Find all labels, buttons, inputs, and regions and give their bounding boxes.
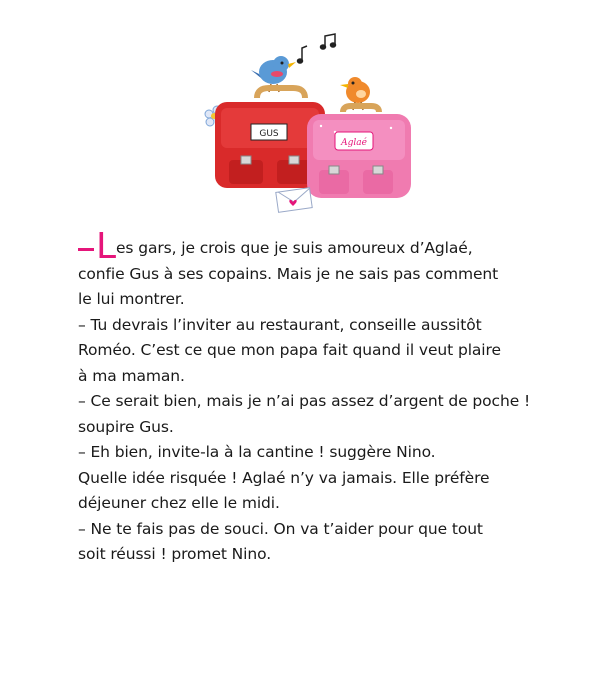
story-line: le lui montrer. (78, 290, 185, 308)
drop-cap: L (96, 225, 116, 267)
schoolbags-illustration (195, 30, 415, 220)
girl-bag-label: Aglaé (341, 138, 367, 148)
boy-bag-label: GUS (259, 129, 279, 139)
music-note-icon (298, 34, 336, 63)
story-line: – Eh bien, invite-la à la cantine ! suggère Nino. (78, 443, 436, 461)
dialogue-dash (78, 248, 94, 251)
story-line: Quelle idée risquée ! Aglaé n’y va jamais. Elle préfère (78, 468, 490, 487)
story-line: confie Gus à ses copains. Mais je ne sais pas comment (78, 264, 499, 283)
story-line: soupire Gus. (78, 417, 174, 436)
story-line: – Tu devrais l’inviter au restaurant, conseille aussitôt (78, 315, 482, 334)
story-line: – Ne te fais pas de souci. On va t’aider pour que tout (78, 519, 483, 538)
pink-schoolbag (307, 106, 411, 198)
story-first-line (78, 225, 548, 267)
story-text (78, 225, 548, 568)
first-line-text: es gars, je crois que je suis amoureux d’Aglaé, (115, 239, 473, 257)
story-line: à ma maman. (78, 366, 185, 385)
envelope-icon (276, 188, 312, 213)
story-line: – Ce serait bien, mais je n’ai pas assez d’argent de poche ! (78, 392, 531, 410)
story-line: Roméo. C’est ce que mon papa fait quand il veut plaire (78, 341, 501, 359)
story-line: déjeuner chez elle le midi. (78, 494, 280, 512)
story-line: soit réussi ! promet Nino. (78, 545, 272, 563)
